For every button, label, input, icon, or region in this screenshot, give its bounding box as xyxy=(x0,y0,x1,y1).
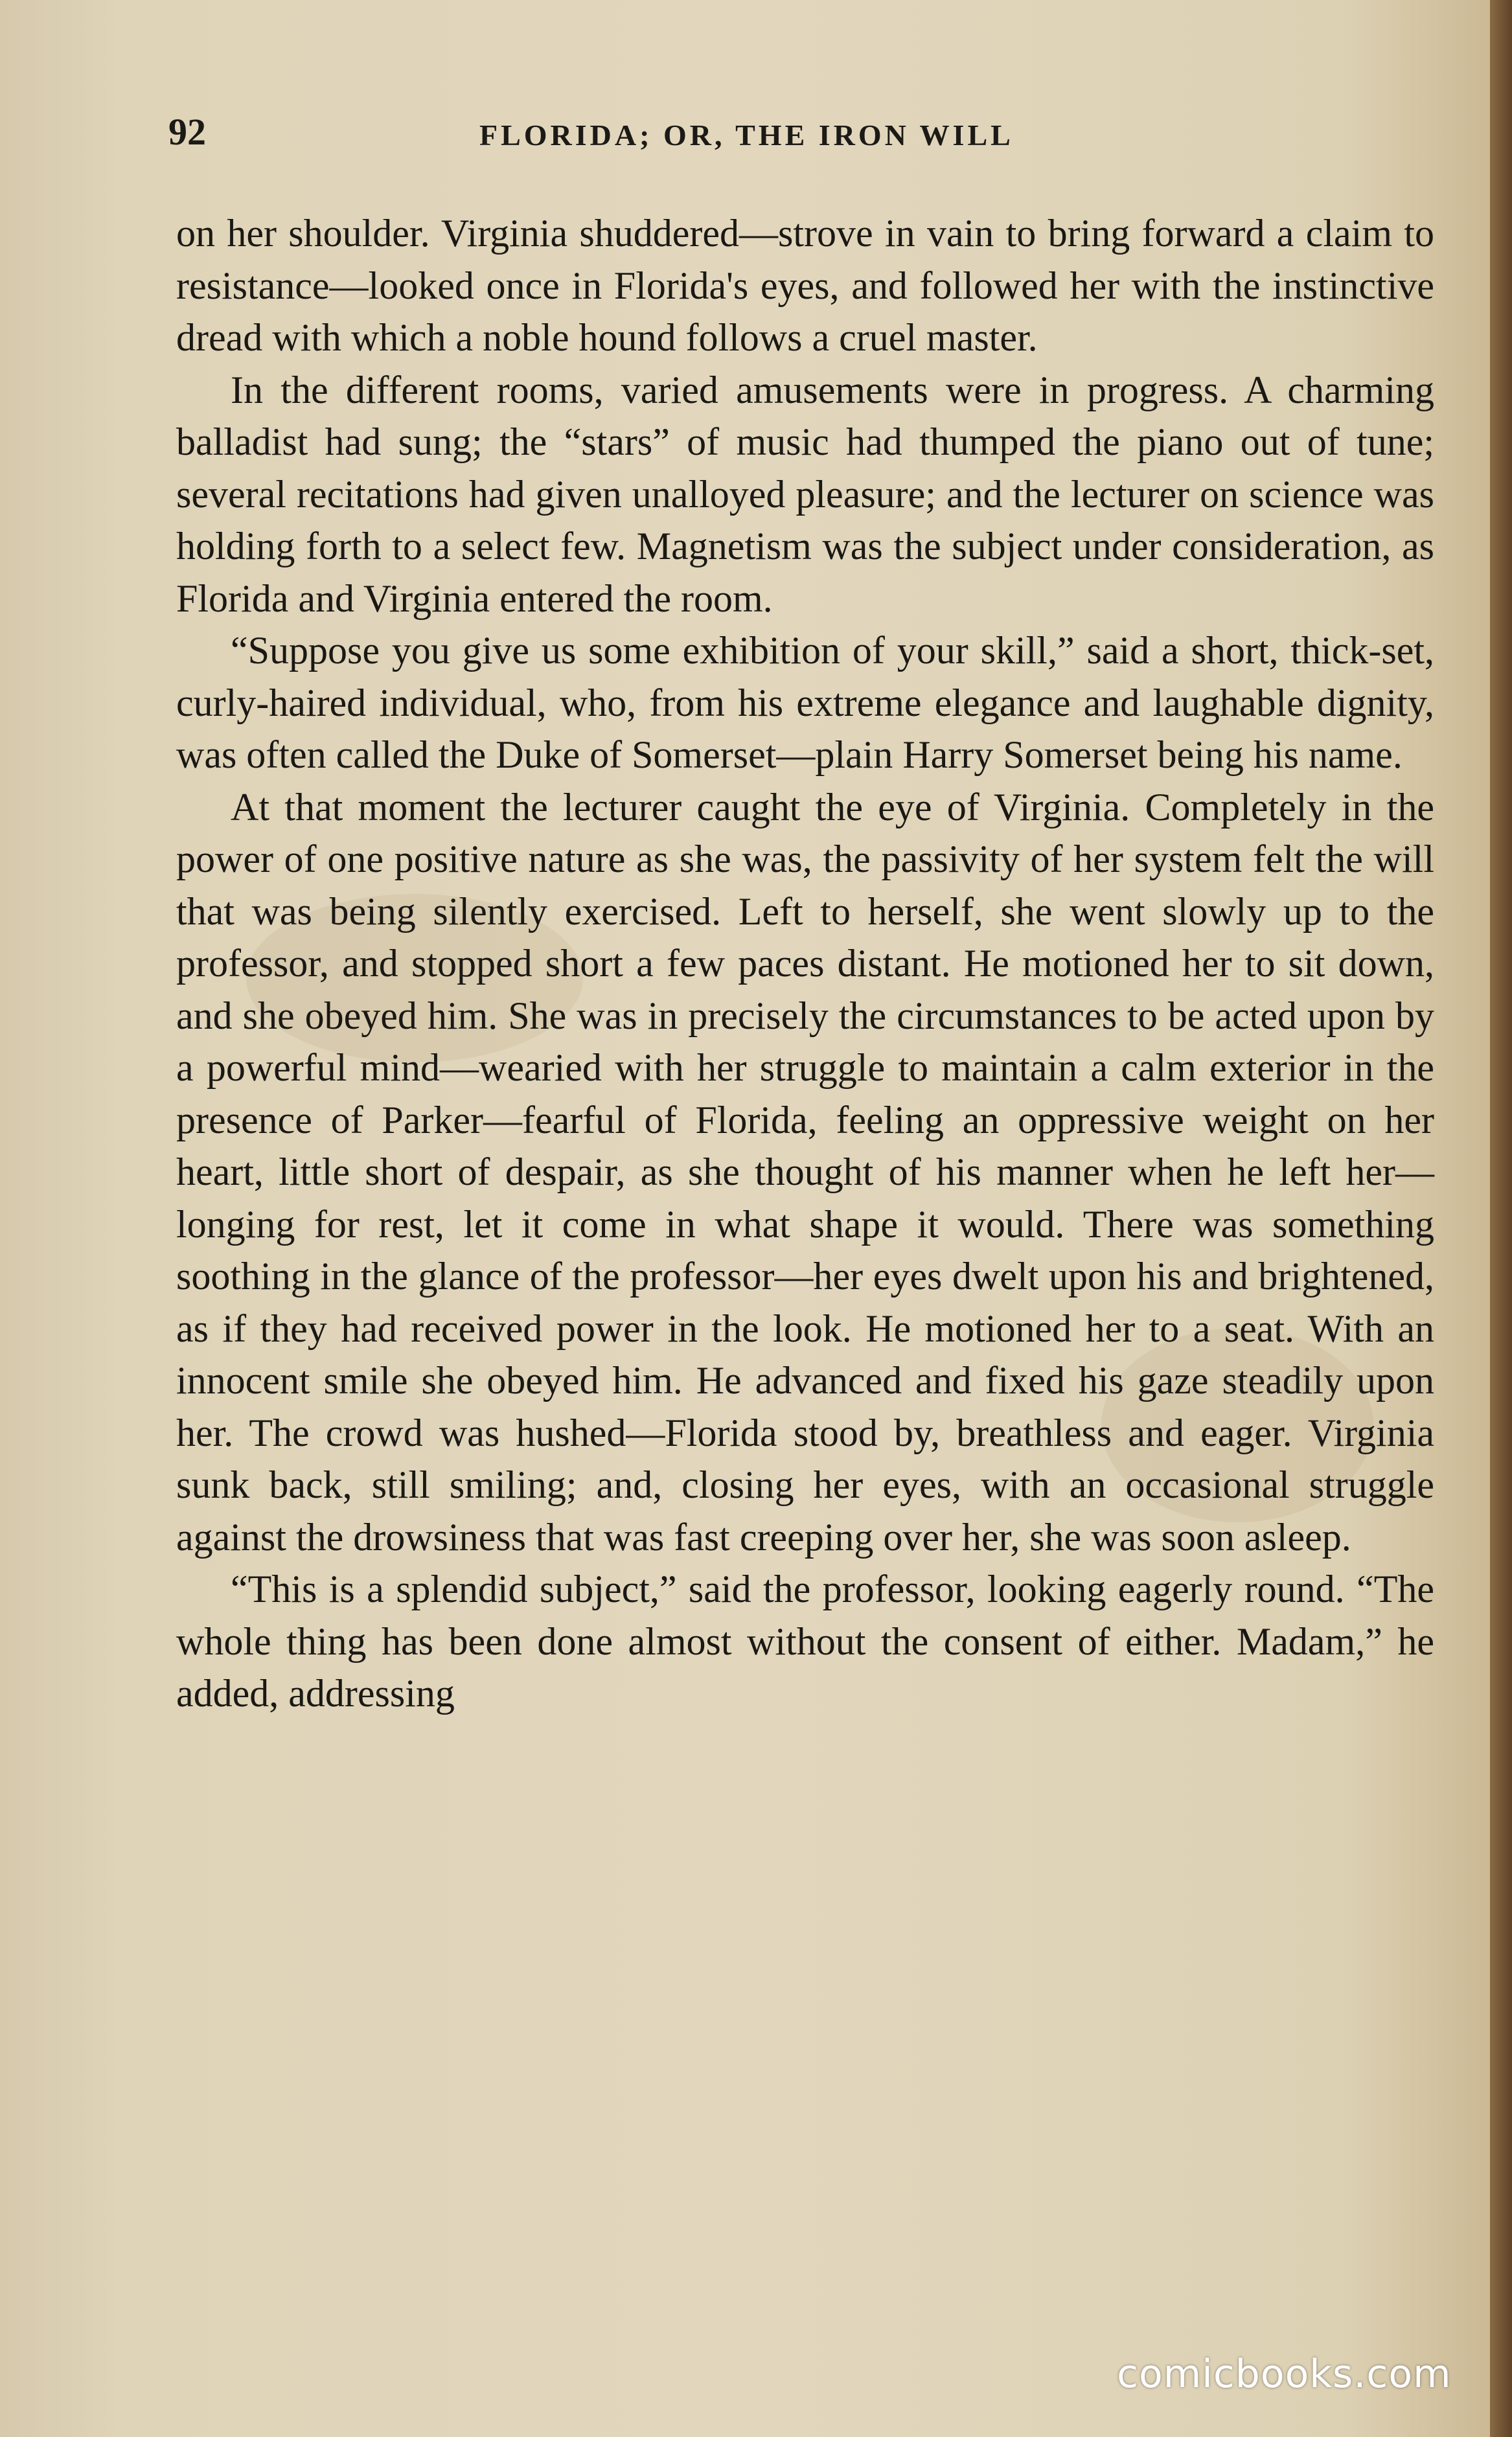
page-number: 92 xyxy=(168,111,206,153)
paragraph: In the different rooms, varied amusements were in progress. A charming balladist had sung; the “stars” of music had thumped the piano out of tune; several recitations had given unalloyed pleasure; and the lecturer on science was holding forth to a select few. Magnetism was the subject under consideration, as Florida and Virginia entered the room. xyxy=(176,368,1434,620)
paragraph: “Suppose you give us some exhibition of your skill,” said a short, thick-set, curly-haired individual, who, from his extreme elegance and laughable dignity, was often called the Duke of Somerset—plain Harry Somerset being his name. xyxy=(176,629,1434,776)
watermark-text: comicbooks.com xyxy=(1117,2351,1452,2397)
paragraph: At that moment the lecturer caught the eye of Virginia. Completely in the power of one positive nature as she was, the passivity of her system felt the will that was being silently exercised. Left to herself, she went slowly up to the professor, and stopped short a few paces distant. He motioned her to sit down, and she obeyed him. She was in precisely the circumstances to be acted upon by a powerful mind—wearied with her struggle to maintain a calm exterior in the presence of Parker—fearful of Florida, feeling an oppressive weight on her heart, little short of despair, as she thought of his manner when he left her—longing for rest, let it come in what shape it would. There was something soothing in the glance of the professor—her eyes dwelt upon his and brightened, as if they had received power in the look. He motioned her to a seat. With an innocent smile she obeyed him. He advanced and fixed his gaze steadily upon her. The crowd was hushed—Florida stood by, breathless and eager. Virginia sunk back, still smiling; and, closing her eyes, with an occasional struggle against the drowsiness that was fast creeping over her, she was soon asleep. xyxy=(176,785,1434,1559)
paragraph: “This is a splendid subject,” said the professor, looking eagerly round. “The whole thing has been done almost without the consent of either. Madam,” he added, addressing xyxy=(176,1568,1434,1715)
binding-edge xyxy=(1490,0,1512,2437)
body-text xyxy=(176,207,1434,1720)
paragraph: on her shoulder. Virginia shuddered—strove in vain to bring forward a claim to resistance—looked once in Florida's eyes, and followed her with the instinctive dread with which a noble hound follows a cruel master. xyxy=(176,212,1434,359)
running-head xyxy=(168,110,1438,168)
running-title: FLORIDA; OR, THE IRON WILL xyxy=(479,119,1014,152)
